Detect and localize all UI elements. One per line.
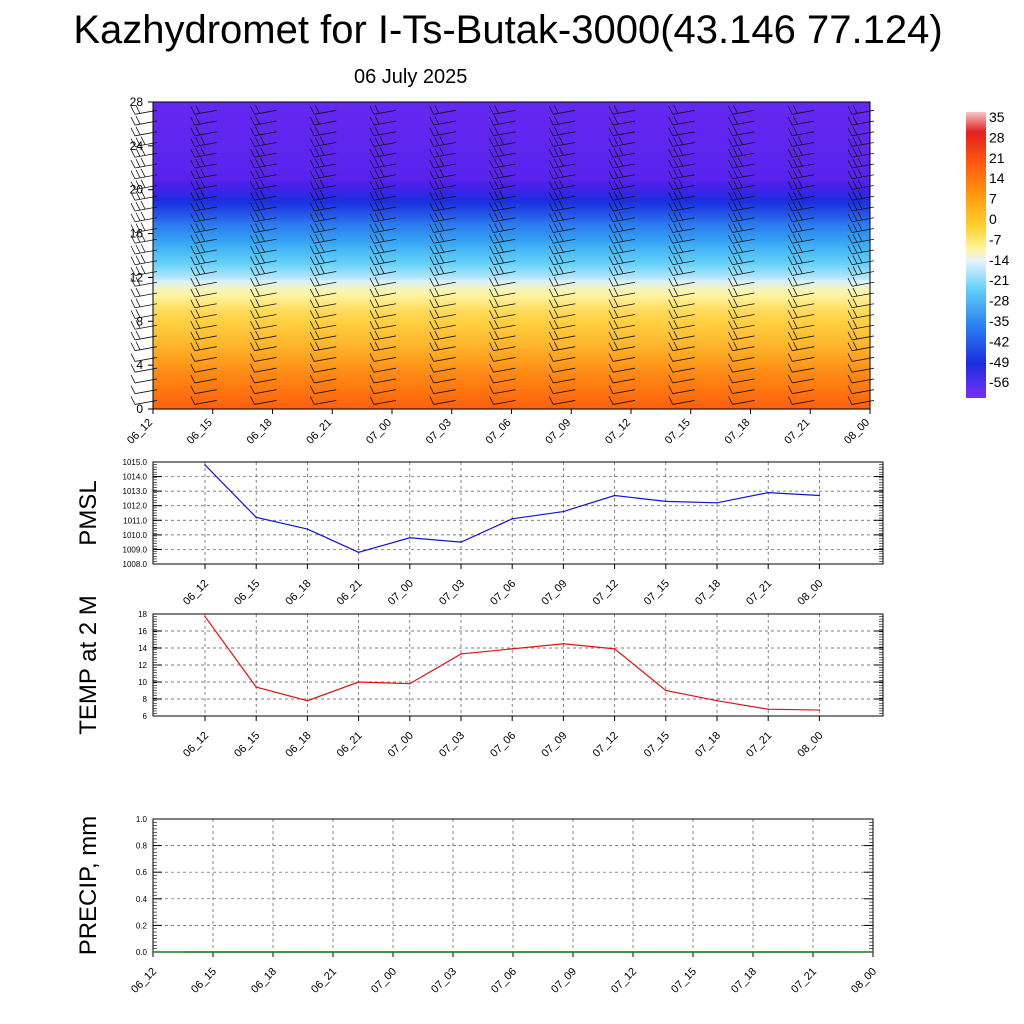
x-tick-label: 07_18 xyxy=(729,965,760,996)
x-tick-label: 07_03 xyxy=(423,416,454,447)
y-tick-label: 20 xyxy=(129,182,143,197)
data-point xyxy=(511,648,513,650)
wind-barb-flag xyxy=(136,288,140,296)
y-tick-label: 12 xyxy=(138,661,147,670)
data-point xyxy=(614,495,616,497)
y-tick-label: 0.0 xyxy=(135,948,147,957)
data-point xyxy=(767,492,769,494)
wind-barb-flag xyxy=(131,300,135,308)
cross-section-panel xyxy=(125,95,874,447)
x-tick-label: 07_06 xyxy=(489,965,520,996)
x-tick-label: 07_18 xyxy=(693,577,724,608)
y-tick-label: 0.2 xyxy=(135,921,147,931)
colorbar-label: 0 xyxy=(989,211,997,227)
colorbar xyxy=(966,109,1009,398)
data-point xyxy=(255,686,257,688)
wind-barb-flag xyxy=(136,159,140,167)
colorbar-label: -49 xyxy=(989,353,1010,370)
wind-barb-flag xyxy=(131,214,135,222)
pmsl-panel xyxy=(75,458,883,608)
data-point xyxy=(409,537,411,539)
wind-barb-flag xyxy=(136,202,140,210)
panel-frame xyxy=(153,462,883,564)
y-tick-label: 1011.0 xyxy=(123,516,147,526)
x-tick-label: 07_12 xyxy=(590,729,621,760)
x-tick-label: 06_21 xyxy=(309,965,340,996)
wind-barb-flag xyxy=(131,128,135,136)
data-point xyxy=(665,690,667,692)
y-tick-label: 0.6 xyxy=(135,868,147,878)
y-tick-label: 16 xyxy=(138,627,147,636)
colorbar-label: -56 xyxy=(989,374,1010,391)
x-tick-label: 08_00 xyxy=(849,965,880,996)
wind-barb-flag xyxy=(131,310,135,318)
y-tick-label: 12 xyxy=(129,270,143,285)
y-tick-label: 14 xyxy=(138,644,147,653)
data-point xyxy=(358,681,360,683)
y-tick-label: 1009.0 xyxy=(122,545,147,555)
wind-barb-flag xyxy=(131,375,135,383)
wind-barb-flag xyxy=(131,289,135,297)
wind-barb-flag xyxy=(131,257,135,265)
series-line xyxy=(205,465,819,552)
wind-barb-flag xyxy=(141,201,145,209)
wind-barb-flag xyxy=(141,169,145,177)
wind-barb-flag xyxy=(131,171,135,179)
x-tick-label: 07_12 xyxy=(609,965,640,996)
x-tick-label: 07_21 xyxy=(744,729,775,760)
colorbar-label: -21 xyxy=(989,272,1010,289)
data-point xyxy=(307,528,309,530)
wind-barb-flag xyxy=(136,331,140,339)
y-tick-label: 1.0 xyxy=(135,815,147,824)
wind-barb-flag xyxy=(136,299,140,307)
data-point xyxy=(358,552,360,554)
y-tick-label: 1014.0 xyxy=(122,472,147,482)
x-tick-label: 07_21 xyxy=(789,965,820,996)
panel-ylabel: TEMP at 2 M xyxy=(75,595,102,735)
wind-barb-flag xyxy=(131,321,135,329)
x-tick-label: 08_00 xyxy=(842,416,873,447)
y-tick-label: 28 xyxy=(129,95,143,109)
wind-barb-flag xyxy=(136,127,140,135)
y-tick-label: 8 xyxy=(142,695,147,704)
data-point xyxy=(614,648,616,650)
x-tick-label: 07_15 xyxy=(641,577,672,608)
wind-barb-flag xyxy=(131,386,135,394)
x-tick-label: 07_06 xyxy=(483,416,514,447)
chart-subtitle: 06 July 2025 xyxy=(354,66,468,88)
y-tick-label: 0 xyxy=(136,402,143,416)
x-tick-label: 06_15 xyxy=(189,965,220,996)
colorbar-label: -7 xyxy=(989,231,1002,248)
x-tick-label: 08_00 xyxy=(795,729,826,760)
x-tick-label: 06_18 xyxy=(283,577,314,608)
wind-barb-flag xyxy=(136,213,140,221)
y-tick-label: 0.8 xyxy=(135,841,147,851)
chart-title: Kazhydromet for I-Ts-Butak-3000(43.146 77.124) xyxy=(73,8,943,52)
x-tick-label: 06_21 xyxy=(334,577,365,608)
wind-barb-flag xyxy=(141,255,145,263)
colorbar-label: -35 xyxy=(989,313,1010,329)
data-point xyxy=(819,709,821,711)
colorbar-strip xyxy=(966,112,986,398)
data-point xyxy=(409,683,411,685)
data-point xyxy=(460,541,462,543)
wind-barb-flag xyxy=(131,160,135,168)
y-tick-label: 1012.0 xyxy=(122,501,147,511)
x-tick-label: 07_09 xyxy=(539,729,570,760)
temp-panel xyxy=(75,595,883,760)
data-point xyxy=(255,517,257,519)
x-tick-label: 07_15 xyxy=(662,416,693,447)
colorbar-label: 35 xyxy=(989,109,1005,125)
data-point xyxy=(716,700,718,702)
y-tick-label: 10 xyxy=(138,678,147,687)
y-tick-label: 0.4 xyxy=(135,894,147,904)
y-tick-label: 4 xyxy=(136,358,143,373)
x-tick-label: 06_15 xyxy=(184,416,215,447)
wind-barb-flag xyxy=(136,256,140,264)
y-tick-label: 6 xyxy=(142,712,147,721)
x-tick-label: 06_12 xyxy=(181,577,212,608)
colorbar-labels xyxy=(989,109,1009,390)
x-tick-label: 07_21 xyxy=(744,577,775,608)
colorbar-label: 28 xyxy=(989,129,1005,146)
x-tick-label: 07_00 xyxy=(369,965,400,996)
x-tick-label: 07_03 xyxy=(437,577,468,608)
colorbar-label: -42 xyxy=(989,333,1010,350)
wind-barb-flag xyxy=(141,158,145,166)
x-tick-label: 06_21 xyxy=(304,416,335,447)
data-point xyxy=(307,700,309,702)
data-point xyxy=(563,511,565,513)
data-point xyxy=(511,518,513,520)
x-tick-label: 07_21 xyxy=(782,416,813,447)
y-tick-label: 1013.0 xyxy=(122,487,147,497)
x-tick-label: 06_12 xyxy=(181,729,212,760)
x-tick-label: 07_18 xyxy=(693,729,724,760)
data-point xyxy=(204,616,206,618)
colorbar-label: 7 xyxy=(989,190,997,207)
y-tick-label: 1008.0 xyxy=(122,560,147,569)
data-point xyxy=(819,495,821,497)
panel-ylabel: PMSL xyxy=(75,480,102,546)
data-point xyxy=(767,708,769,710)
x-tick-label: 07_06 xyxy=(488,729,519,760)
precip-panel xyxy=(75,815,879,996)
data-point xyxy=(716,502,718,504)
wind-barb-flag xyxy=(131,364,135,372)
colorbar-label: -14 xyxy=(989,251,1010,268)
y-tick-label: 8 xyxy=(136,314,143,329)
data-point xyxy=(665,501,667,503)
x-tick-label: 07_18 xyxy=(722,416,753,447)
x-tick-label: 06_21 xyxy=(334,729,365,760)
x-tick-label: 07_03 xyxy=(437,729,468,760)
x-tick-label: 07_00 xyxy=(385,729,416,760)
y-tick-label: 18 xyxy=(138,610,147,619)
x-tick-label: 06_15 xyxy=(232,729,263,760)
wind-barb-flag xyxy=(131,246,135,254)
x-tick-label: 07_06 xyxy=(488,577,519,608)
x-tick-label: 08_00 xyxy=(795,577,826,608)
x-tick-label: 07_00 xyxy=(385,577,416,608)
wind-barb-flag xyxy=(141,212,145,220)
wind-barb-flag xyxy=(141,244,145,252)
x-tick-label: 06_18 xyxy=(249,965,280,996)
panel-ylabel: PRECIP, mm xyxy=(75,815,102,956)
x-tick-label: 06_18 xyxy=(283,729,314,760)
y-tick-label: 1015.0 xyxy=(122,458,147,467)
cross-section-x-axis xyxy=(125,409,872,447)
x-tick-label: 06_18 xyxy=(244,416,275,447)
x-tick-label: 07_09 xyxy=(549,965,580,996)
colorbar-label: 21 xyxy=(989,149,1005,166)
y-tick-label: 16 xyxy=(129,226,143,241)
wind-barb-flag xyxy=(131,396,135,404)
wind-barb-flag xyxy=(131,343,135,351)
x-tick-label: 06_12 xyxy=(129,965,160,996)
colorbar-label: -28 xyxy=(989,292,1010,309)
x-tick-label: 07_09 xyxy=(539,577,570,608)
wind-barb-flag xyxy=(136,342,140,350)
wind-barb-flag xyxy=(131,332,135,340)
y-tick-label: 24 xyxy=(129,138,143,153)
x-tick-label: 07_03 xyxy=(429,965,460,996)
colorbar-label: 14 xyxy=(989,170,1005,187)
wind-barb-flag xyxy=(136,170,140,178)
x-tick-label: 07_12 xyxy=(590,577,621,608)
data-point xyxy=(563,643,565,645)
wind-barb-flag xyxy=(131,117,135,125)
wind-barb-flag xyxy=(131,203,135,211)
data-point xyxy=(460,653,462,655)
x-tick-label: 07_12 xyxy=(603,416,634,447)
y-tick-label: 1010.0 xyxy=(122,530,147,540)
x-tick-label: 07_00 xyxy=(364,416,395,447)
wind-barb-flag xyxy=(136,116,140,124)
x-tick-label: 07_09 xyxy=(543,416,574,447)
x-tick-label: 06_12 xyxy=(125,416,156,447)
x-tick-label: 07_15 xyxy=(669,965,700,996)
wind-barb-flag xyxy=(131,353,135,361)
x-tick-label: 06_15 xyxy=(232,577,263,608)
x-tick-label: 07_15 xyxy=(641,729,672,760)
data-point xyxy=(204,464,206,466)
wind-barb-flag xyxy=(136,245,140,253)
